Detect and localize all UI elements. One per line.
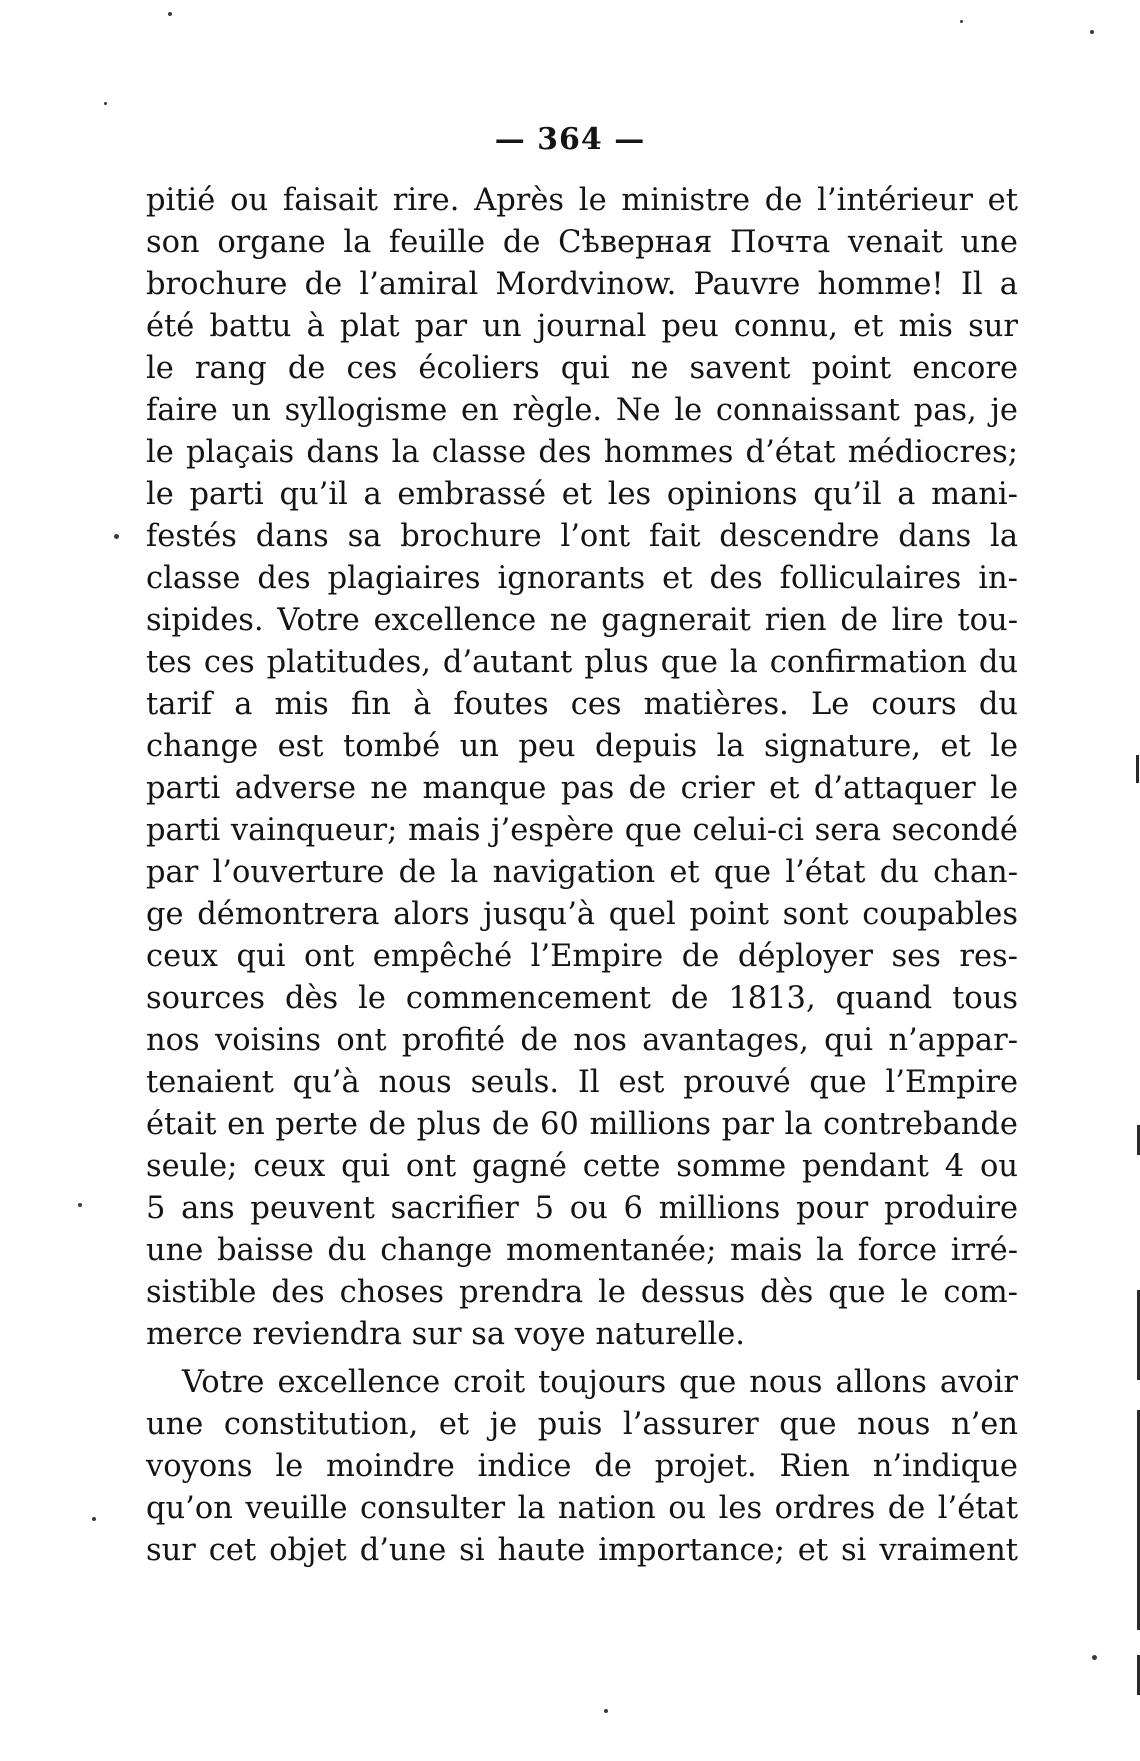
text-line: voyons le moindre indice de projet. Rien n’indique <box>146 1449 1018 1484</box>
text-line: tes ces platitudes, d’autant plus que la confirmation du <box>146 645 1018 680</box>
text-line: brochure de l’amiral Mordvinow. Pauvre homme! Il a <box>146 267 1018 302</box>
paragraph-1 <box>146 180 1018 1356</box>
scan-speck <box>1092 1655 1097 1660</box>
page-number: — 364 — <box>494 122 646 157</box>
scan-speck <box>114 534 119 539</box>
text-line: sur cet objet d’une si haute importance; et si vraiment <box>146 1533 1018 1568</box>
text-line: tenaient qu’à nous seuls. Il est prouvé que l’Empire <box>146 1065 1018 1100</box>
text-line: le rang de ces écoliers qui ne savent point encore <box>146 351 1018 386</box>
text-line: pitié ou faisait rire. Après le ministre de l’intérieur et <box>146 183 1018 218</box>
scan-speck <box>168 12 172 16</box>
scan-speck <box>604 1709 608 1713</box>
text-line: parti vainqueur; mais j’espère que celui-ci sera secondé <box>146 813 1018 848</box>
scan-speck <box>960 20 963 23</box>
scan-speck <box>92 1517 96 1521</box>
text-line: seule; ceux qui ont gagné cette somme pendant 4 ou <box>146 1149 1018 1184</box>
text-line: une baisse du change momentanée; mais la force irré- <box>146 1233 1018 1268</box>
scan-speck <box>78 1203 82 1207</box>
text-line: sipides. Votre excellence ne gagnerait rien de lire tou- <box>146 603 1018 638</box>
text-line: son organe la feuille de Сѣверная Почта venait une <box>146 225 1018 260</box>
text-line: le plaçais dans la classe des hommes d’état médiocres; <box>146 435 1018 470</box>
text-line: merce reviendra sur sa voye naturelle. <box>146 1317 745 1352</box>
text-line: était en perte de plus de 60 millions par la contrebande <box>146 1107 1018 1142</box>
text-line: tarif a mis fin à foutes ces matières. Le cours du <box>146 687 1018 722</box>
text-line: parti adverse ne manque pas de crier et d’attaquer le <box>146 771 1018 806</box>
text-line: ceux qui ont empêché l’Empire de déployer ses res- <box>146 939 1018 974</box>
text-line: change est tombé un peu depuis la signature, et le <box>146 729 1018 764</box>
text-line: 5 ans peuvent sacrifier 5 ou 6 millions pour produire <box>146 1191 1018 1226</box>
paragraph-2 <box>146 1362 1018 1572</box>
scan-speck <box>104 102 107 105</box>
text-line: le parti qu’il a embrassé et les opinions qu’il a mani- <box>146 477 1018 512</box>
text-line: été battu à plat par un journal peu connu, et mis sur <box>146 309 1018 344</box>
text-line: une constitution, et je puis l’assurer que nous n’en <box>146 1407 1018 1442</box>
text-line: Votre excellence croit toujours que nous allons avoir <box>182 1365 1018 1400</box>
text-line: nos voisins ont profité de nos avantages, qui n’appar- <box>146 1023 1018 1058</box>
text-line: par l’ouverture de la navigation et que l’état du chan- <box>146 855 1018 890</box>
text-line: qu’on veuille consulter la nation ou les ordres de l’état <box>146 1491 1018 1526</box>
body-text <box>146 180 1018 1572</box>
text-line: sources dès le commencement de 1813, quand tous <box>146 981 1018 1016</box>
binding-edge-mark <box>1136 755 1139 783</box>
text-line: faire un syllogisme en règle. Ne le connaissant pas, je <box>146 393 1018 428</box>
text-line: ge démontrera alors jusqu’à quel point sont coupables <box>146 897 1018 932</box>
text-line: sistible des choses prendra le dessus dès que le com- <box>146 1275 1018 1310</box>
scan-speck <box>1090 30 1094 34</box>
text-line: festés dans sa brochure l’ont fait descendre dans la <box>146 519 1018 554</box>
text-line: classe des plagiaires ignorants et des folliculaires in- <box>146 561 1018 596</box>
